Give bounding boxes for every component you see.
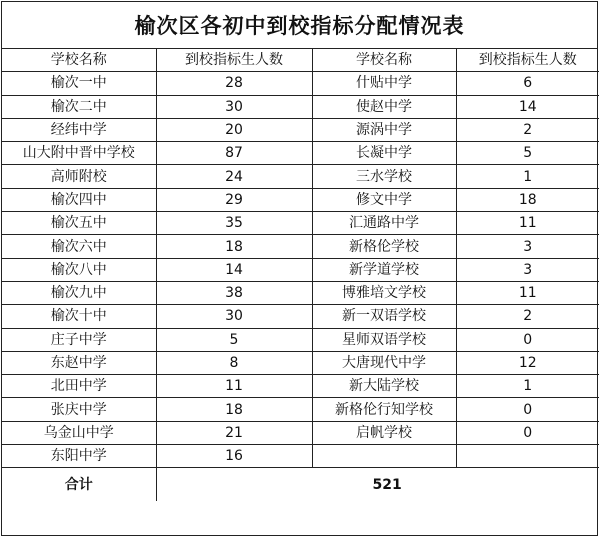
school-name-left: 东赵中学 [2,351,156,374]
school-name-left: 榆次八中 [2,258,156,281]
student-count-left: 21 [156,421,312,444]
school-name-left: 山大附中晋中学校 [2,142,156,165]
student-count-left: 16 [156,445,312,468]
student-count-left: 5 [156,328,312,351]
school-name-left: 乌金山中学 [2,421,156,444]
school-name-left: 榆次二中 [2,95,156,118]
allocation-table [2,49,599,501]
table-header-row [2,49,599,72]
student-count-left: 29 [156,188,312,211]
student-count-right: 14 [456,95,599,118]
table-row [2,118,599,141]
school-name-left: 榆次六中 [2,235,156,258]
school-name-left: 榆次十中 [2,305,156,328]
school-name-right: 汇通路中学 [312,212,456,235]
table-row [2,398,599,421]
table-row [2,235,599,258]
student-count-left: 18 [156,235,312,258]
school-name-right: 使赵中学 [312,95,456,118]
school-name-right: 三水学校 [312,165,456,188]
table-row [2,375,599,398]
total-value: 521 [156,468,599,502]
student-count-left: 30 [156,305,312,328]
table-row [2,421,599,444]
student-count-right: 6 [456,72,599,95]
school-name-left: 庄子中学 [2,328,156,351]
student-count-right: 11 [456,281,599,304]
student-count-left: 30 [156,95,312,118]
table-row [2,72,599,95]
header-school-right: 学校名称 [312,49,456,72]
school-name-right: 新学道学校 [312,258,456,281]
student-count-left: 28 [156,72,312,95]
student-count-right: 11 [456,212,599,235]
student-count-left: 87 [156,142,312,165]
header-count-right: 到校指标生人数 [456,49,599,72]
school-name-right: 新一双语学校 [312,305,456,328]
table-row [2,445,599,468]
student-count-left: 11 [156,375,312,398]
student-count-right: 1 [456,375,599,398]
table-body [2,49,599,501]
table-row [2,95,599,118]
student-count-right: 0 [456,328,599,351]
school-name-right: 长凝中学 [312,142,456,165]
student-count-right: 2 [456,305,599,328]
table-row [2,305,599,328]
table-row [2,281,599,304]
allocation-sheet [1,1,598,536]
student-count-right: 0 [456,421,599,444]
student-count-left: 38 [156,281,312,304]
table-row [2,258,599,281]
school-name-left: 东阳中学 [2,445,156,468]
school-name-right [312,445,456,468]
school-name-left: 张庆中学 [2,398,156,421]
student-count-left: 24 [156,165,312,188]
student-count-right: 2 [456,118,599,141]
school-name-right: 新格伦行知学校 [312,398,456,421]
student-count-right: 5 [456,142,599,165]
student-count-right: 0 [456,398,599,421]
table-row [2,165,599,188]
school-name-left: 高师附校 [2,165,156,188]
student-count-left: 20 [156,118,312,141]
school-name-left: 北田中学 [2,375,156,398]
school-name-left: 榆次九中 [2,281,156,304]
student-count-right: 3 [456,258,599,281]
header-count-left: 到校指标生人数 [156,49,312,72]
student-count-left: 8 [156,351,312,374]
student-count-right: 18 [456,188,599,211]
page-title: 榆次区各初中到校指标分配情况表 [2,2,597,49]
school-name-right: 什贴中学 [312,72,456,95]
school-name-right: 星师双语学校 [312,328,456,351]
student-count-left: 35 [156,212,312,235]
student-count-left: 18 [156,398,312,421]
school-name-left: 榆次四中 [2,188,156,211]
table-row [2,188,599,211]
header-school-left: 学校名称 [2,49,156,72]
school-name-right: 博雅培文学校 [312,281,456,304]
table-row [2,351,599,374]
school-name-left: 榆次五中 [2,212,156,235]
table-row [2,212,599,235]
student-count-right [456,445,599,468]
total-label: 合计 [2,468,156,502]
total-row [2,468,599,502]
student-count-right: 3 [456,235,599,258]
school-name-right: 大唐现代中学 [312,351,456,374]
school-name-right: 新格伦学校 [312,235,456,258]
school-name-right: 新大陆学校 [312,375,456,398]
school-name-left: 经纬中学 [2,118,156,141]
student-count-right: 12 [456,351,599,374]
school-name-right: 启帆学校 [312,421,456,444]
school-name-right: 源涡中学 [312,118,456,141]
student-count-right: 1 [456,165,599,188]
school-name-right: 修文中学 [312,188,456,211]
student-count-left: 14 [156,258,312,281]
table-row [2,328,599,351]
table-row [2,142,599,165]
school-name-left: 榆次一中 [2,72,156,95]
